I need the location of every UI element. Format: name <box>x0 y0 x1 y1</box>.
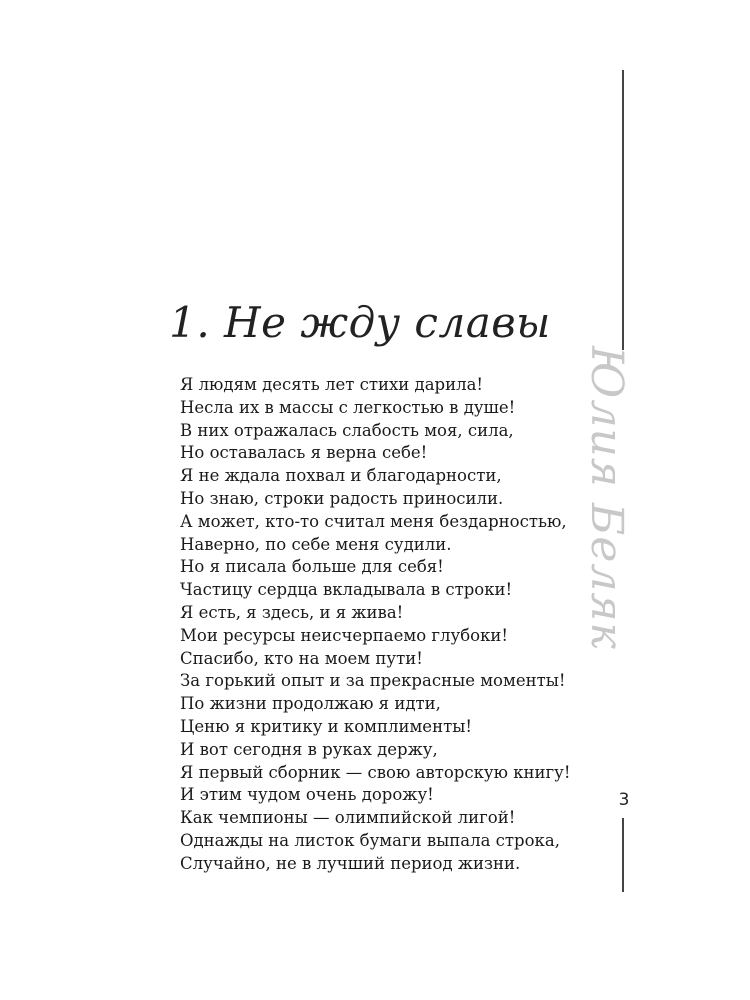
poem-line: Случайно, не в лучший период жизни. <box>180 853 521 873</box>
poem-line: Я первый сборник — свою авторскую книгу! <box>180 762 571 782</box>
poem-title: 1. Не жду славы <box>169 298 551 347</box>
poem-line: Несла их в массы с легкостью в душе! <box>180 397 516 417</box>
poem-body <box>180 374 600 876</box>
poem-line: Наверно, по себе меня судили. <box>180 534 452 554</box>
poem-line: И вот сегодня в руках держу, <box>180 739 438 759</box>
poem-line: Мои ресурсы неисчерпаемо глубоки! <box>180 625 509 645</box>
poem-line: Я не ждала похвал и благодарности, <box>180 466 502 486</box>
poem-line: Однажды на листок бумаги выпала строка, <box>180 830 560 850</box>
poem-line: Частицу сердца вкладывала в строки! <box>180 580 513 600</box>
poem-line: Но оставалась я верна себе! <box>180 443 428 463</box>
poem-line: Как чемпионы — олимпийской лигой! <box>180 808 516 828</box>
sidebar-divider-top <box>622 70 624 350</box>
page-number: 3 <box>618 790 630 810</box>
author-name: Юлия Беляк <box>581 346 632 650</box>
poem-line: Я людям десять лет стихи дарила! <box>180 375 484 394</box>
poem-line: За горький опыт и за прекрасные моменты! <box>180 671 566 691</box>
poem-line: А может, кто-то считал меня бездарностью, <box>180 511 567 531</box>
sidebar-divider-bottom <box>622 818 624 892</box>
poem-line: И этим чудом очень дорожу! <box>180 785 434 805</box>
poem-line: По жизни продолжаю я идти, <box>180 694 441 714</box>
poem-line: Но знаю, строки радость приносили. <box>180 488 504 508</box>
poem-line: Но я писала больше для себя! <box>180 557 444 577</box>
poem-line: В них отражалась слабость моя, сила, <box>180 420 514 440</box>
poem-line: Ценю я критику и комплименты! <box>180 716 472 736</box>
poem-line: Спасибо, кто на моем пути! <box>180 648 423 668</box>
poem-line: Я есть, я здесь, и я жива! <box>180 602 404 622</box>
